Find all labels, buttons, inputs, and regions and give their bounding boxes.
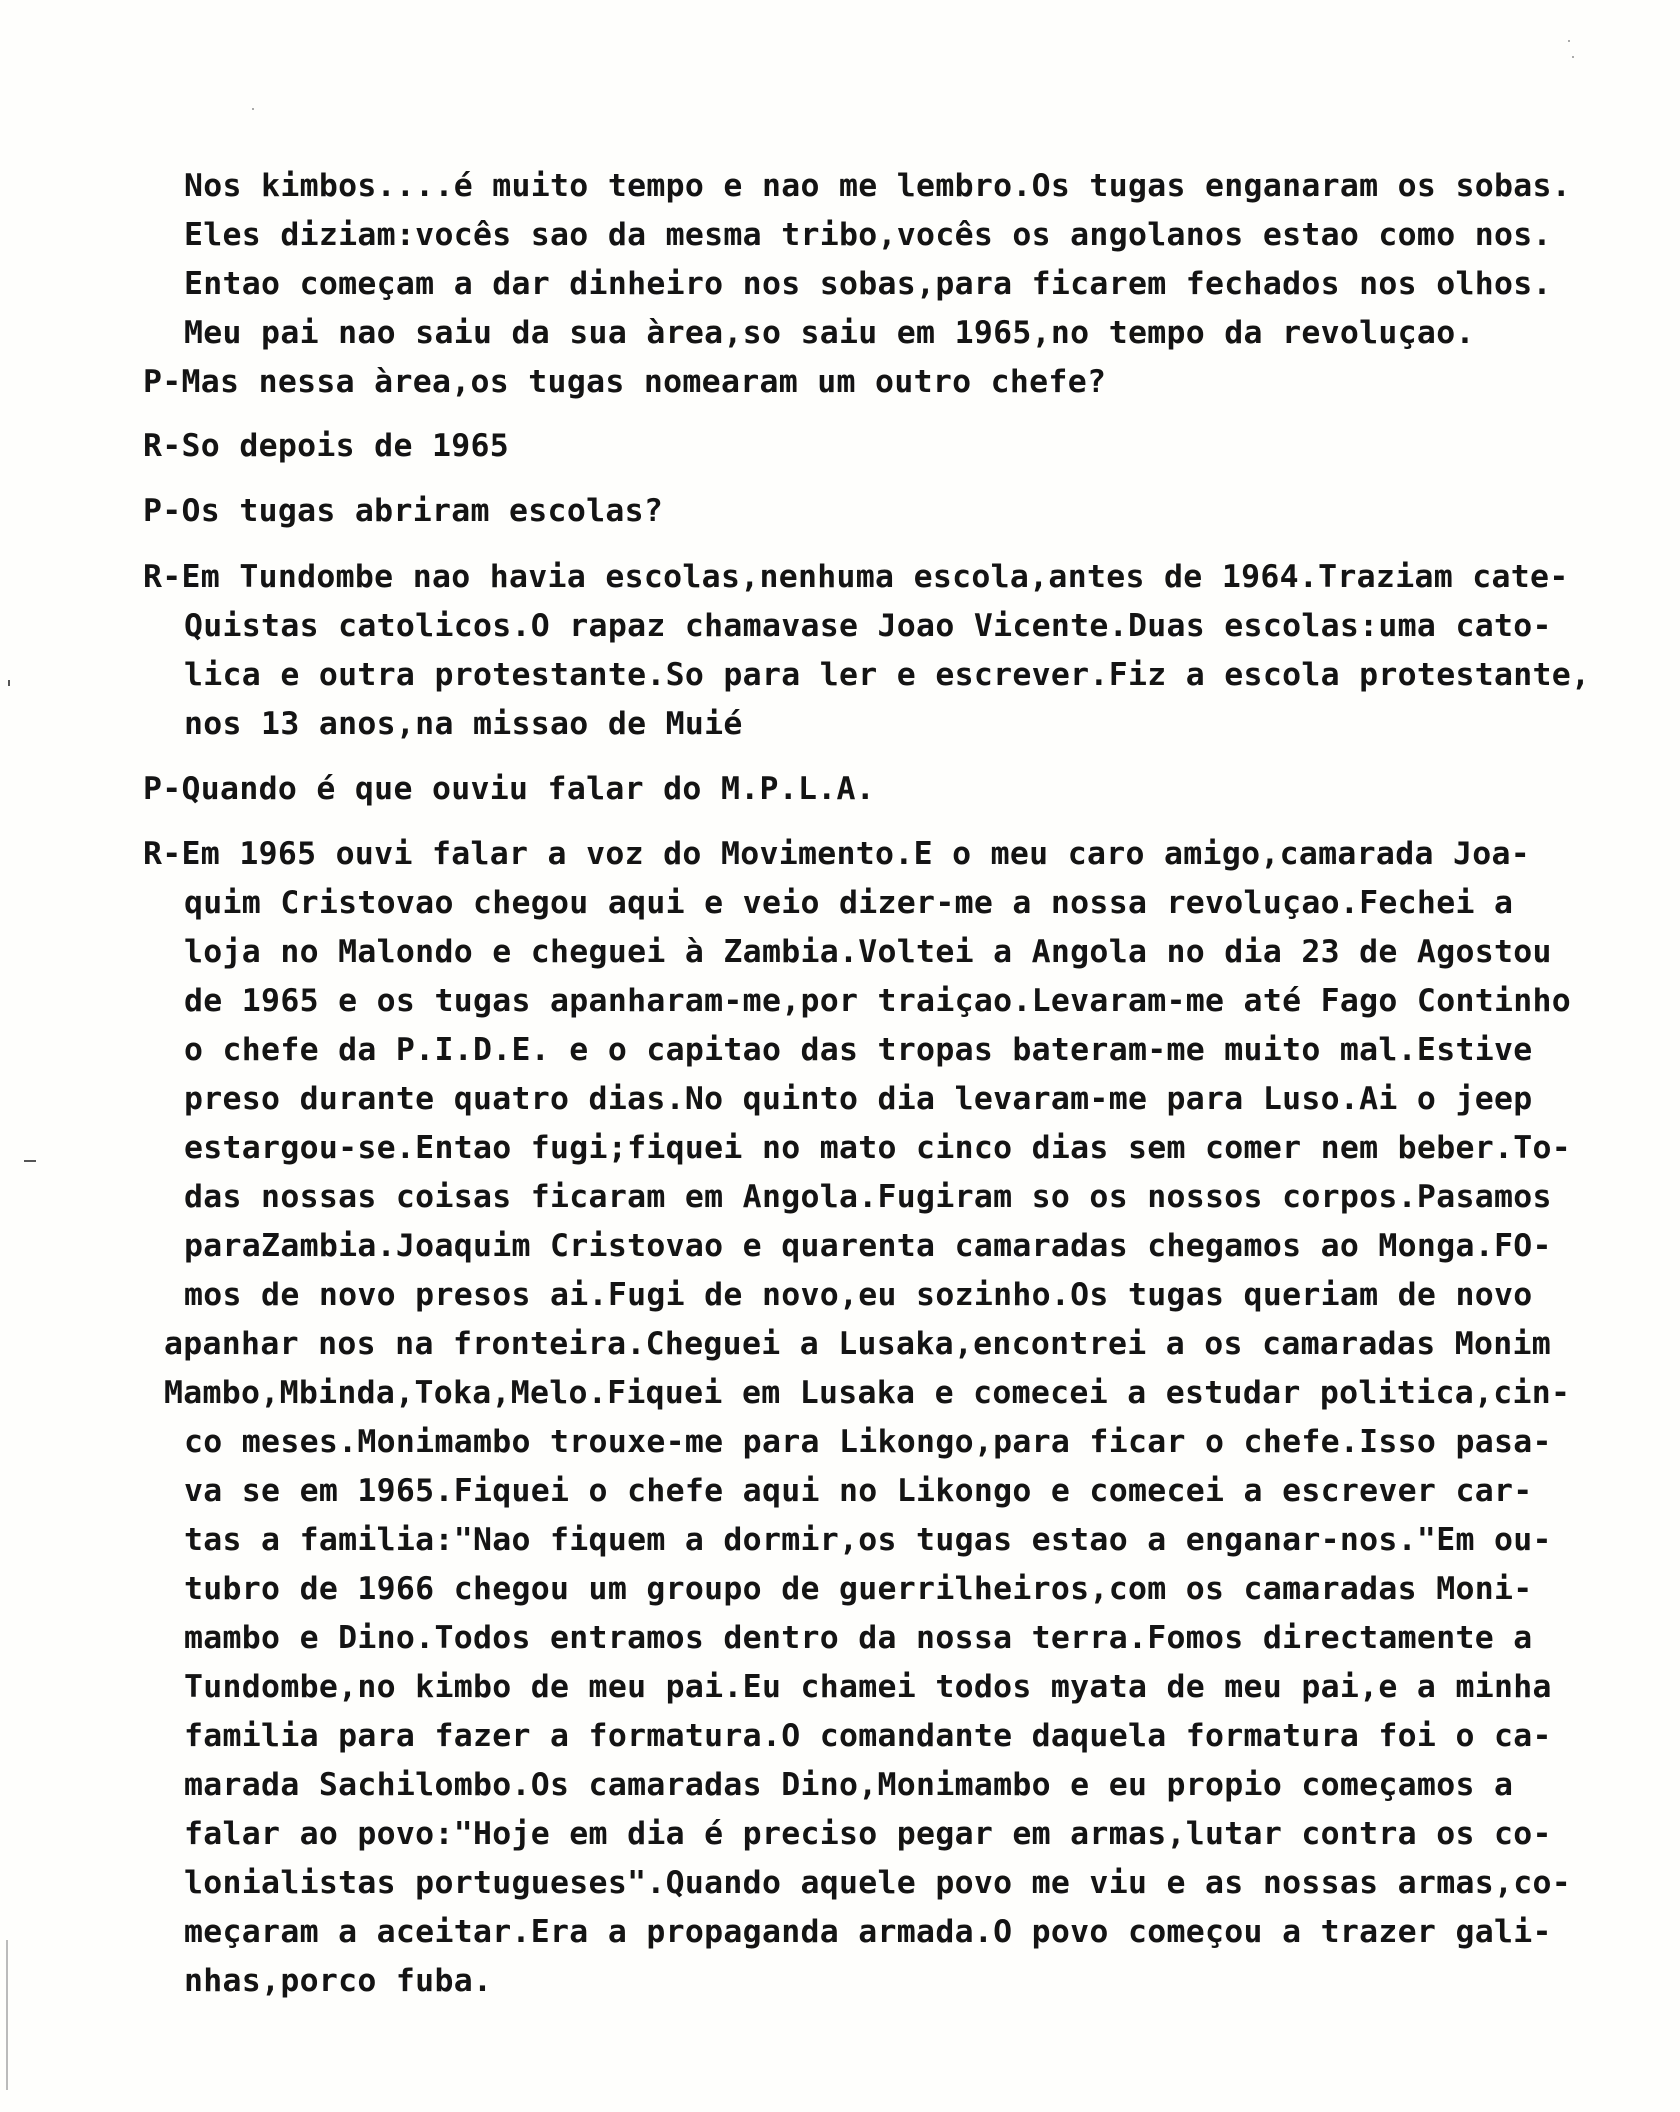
text-line: nos 13 anos,na missao de Muié [184, 706, 743, 742]
text-line: apanhar nos na fronteira.Cheguei a Lusaka,encontrei a os camaradas Monim [164, 1326, 1552, 1362]
paper-speck [1572, 56, 1574, 58]
text-line: Entao começam a dar dinheiro nos sobas,para ficarem fechados nos olhos. [184, 266, 1552, 302]
text-line: estargou-se.Entao fugi;fiquei no mato cinco dias sem comer nem beber.To- [184, 1130, 1572, 1166]
paper-speck [8, 680, 10, 686]
paper-speck [6, 1940, 8, 2090]
text-line: mambo e Dino.Todos entramos dentro da nossa terra.Fomos directamente a [184, 1620, 1533, 1656]
text-line: R-Em 1965 ouvi falar a voz do Movimento.E o meu caro amigo,camarada Joa- [143, 836, 1531, 872]
text-line: paraZambia.Joaquim Cristovao e quarenta camaradas chegamos ao Monga.FO- [184, 1228, 1552, 1264]
text-line: tubro de 1966 chegou um groupo de guerrilheiros,com os camaradas Moni- [184, 1571, 1533, 1607]
paper-speck [24, 1160, 36, 1162]
text-line: familia para fazer a formatura.O comandante daquela formatura foi o ca- [184, 1718, 1552, 1754]
text-line: R-Em Tundombe nao havia escolas,nenhuma escola,antes de 1964.Traziam cate- [143, 559, 1569, 595]
text-line: Meu pai nao saiu da sua àrea,so saiu em 1965,no tempo da revoluçao. [184, 315, 1475, 351]
text-line: Mambo,Mbinda,Toka,Melo.Fiquei em Lusaka e comecei a estudar politica,cin- [164, 1375, 1571, 1411]
text-line: Tundombe,no kimbo de meu pai.Eu chamei todos myata de meu pai,e a minha [184, 1669, 1552, 1705]
text-line: P-Mas nessa àrea,os tugas nomearam um outro chefe? [143, 364, 1107, 400]
text-line: Eles diziam:vocês sao da mesma tribo,vocês os angolanos estao como nos. [184, 217, 1552, 253]
text-line: falar ao povo:"Hoje em dia é preciso pegar em armas,lutar contra os co- [184, 1816, 1552, 1852]
text-line: P-Quando é que ouviu falar do M.P.L.A. [143, 771, 876, 807]
paper-speck [1568, 40, 1570, 42]
text-line: R-So depois de 1965 [143, 428, 510, 464]
text-line: va se em 1965.Fiquei o chefe aqui no Likongo e comecei a escrever car- [184, 1473, 1533, 1509]
text-line: Quistas catolicos.O rapaz chamavase Joao Vicente.Duas escolas:uma cato- [184, 608, 1552, 644]
paper-speck [252, 108, 254, 110]
text-line: nhas,porco fuba. [184, 1963, 493, 1999]
text-line: das nossas coisas ficaram em Angola.Fugiram so os nossos corpos.Pasamos [184, 1179, 1552, 1215]
text-line: o chefe da P.I.D.E. e o capitao das tropas bateram-me muito mal.Estive [184, 1032, 1533, 1068]
text-line: marada Sachilombo.Os camaradas Dino,Monimambo e eu propio começamos a [184, 1767, 1514, 1803]
text-line: lonialistas portugueses".Quando aquele povo me viu e as nossas armas,co- [184, 1865, 1572, 1901]
text-line: quim Cristovao chegou aqui e veio dizer-me a nossa revoluçao.Fechei a [184, 885, 1514, 921]
text-line: loja no Malondo e cheguei à Zambia.Voltei a Angola no dia 23 de Agostou [184, 934, 1552, 970]
text-line: Nos kimbos....é muito tempo e nao me lembro.Os tugas enganaram os sobas. [184, 168, 1572, 204]
text-line: lica e outra protestante.So para ler e escrever.Fiz a escola protestante, [184, 657, 1591, 693]
text-line: meçaram a aceitar.Era a propaganda armada.O povo começou a trazer gali- [184, 1914, 1552, 1950]
text-line: de 1965 e os tugas apanharam-me,por traiçao.Levaram-me até Fago Continho [184, 983, 1572, 1019]
text-line: preso durante quatro dias.No quinto dia levaram-me para Luso.Ai o jeep [184, 1081, 1533, 1117]
text-line: mos de novo presos ai.Fugi de novo,eu sozinho.Os tugas queriam de novo [184, 1277, 1533, 1313]
text-line: co meses.Monimambo trouxe-me para Likongo,para ficar o chefe.Isso pasa- [184, 1424, 1552, 1460]
text-line: P-Os tugas abriram escolas? [143, 493, 664, 529]
text-line: tas a familia:"Nao fiquem a dormir,os tugas estao a enganar-nos."Em ou- [184, 1522, 1552, 1558]
